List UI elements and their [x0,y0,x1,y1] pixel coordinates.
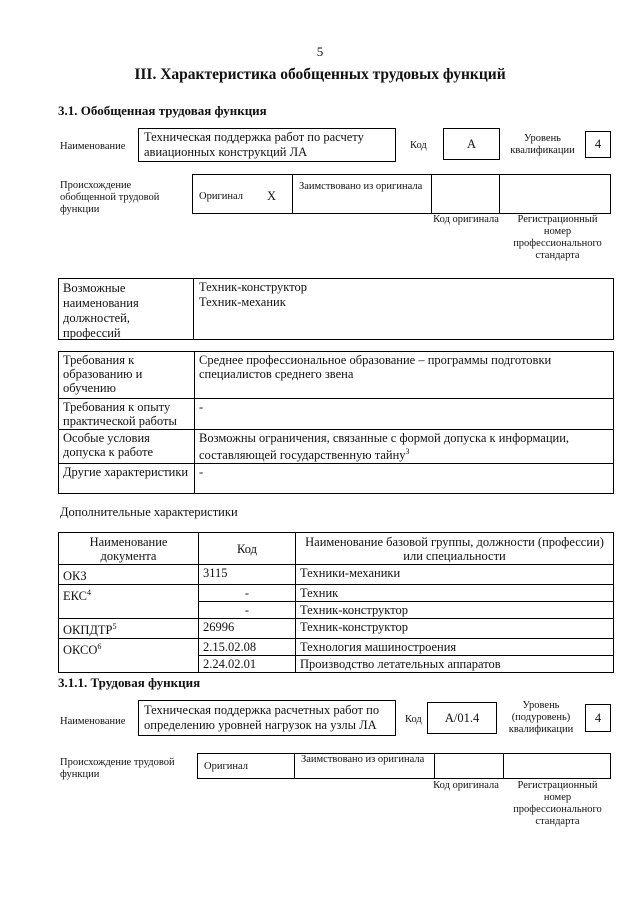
tf-level-label: Уровень (подуровень) квалификации [508,700,574,735]
req-label: Другие характеристики [59,464,195,494]
divider [499,175,500,213]
doc-cell: ОКЗ [59,565,199,585]
gtf-heading: 3.1. Обобщенная трудовая функция [58,103,267,118]
req-label: Особые условия допуска к работе [59,430,195,464]
req-label: Требования к опыту практической работы [59,399,195,430]
table-row [59,565,614,585]
name-cell: Техник [296,585,614,602]
table-row [59,464,614,494]
gtf-borrowed-label: Заимствовано из оригинала [299,181,423,192]
tf-origin-box [197,753,611,779]
name-cell: Техник-конструктор [296,619,614,639]
name-cell: Производство летательных аппаратов [296,656,614,673]
tf-code-label: Код [405,714,422,725]
divider [431,175,432,213]
table-row [59,430,614,464]
tf-borrowed-label: Заимствовано из оригинала [301,754,425,765]
tf-code-orig-caption: Код оригинала [433,780,499,791]
code-cell: 2.15.02.08 [199,639,296,656]
gtf-origin-box [192,174,611,214]
name-cell: Техники-механики [296,565,614,585]
table-row [59,585,614,602]
section-title: III. Характеристика обобщенных трудовых функций [134,66,506,83]
gtf-code-label: Код [410,140,427,151]
code-cell: 26996 [199,619,296,639]
divider [503,754,504,778]
gtf-code-orig-caption: Код оригинала [433,214,499,225]
position-2: Техник-механик [199,295,286,309]
req-value: - [195,464,614,494]
positions-label: Возможные наименования должностей, профессий [63,281,139,340]
tf-name-value: Техническая поддержка расчетных работ по определению уровней нагрузок на узлы ЛА [138,700,396,736]
positions-block [58,278,614,340]
footnote-mark: 3 [405,447,410,456]
divider [294,754,295,778]
page-number: 5 [316,44,324,59]
gtf-level-label: Уровень квалификации [510,133,575,156]
additional-heading: Дополнительные характеристики [60,505,238,519]
tf-level-value: 4 [585,704,611,732]
col-header-name: Наименование базовой группы, должности (профессии) или специальности [296,533,614,565]
name-cell: Технология машиностроения [296,639,614,656]
tf-origin-label: Происхождение трудовой функции [60,757,175,780]
gtf-name-value: Техническая поддержка работ по расчету авиационных конструкций ЛА [138,128,396,162]
code-cell: - [199,602,296,619]
gtf-original-mark: Х [267,189,277,203]
col-header-doc: Наименование документа [59,533,199,565]
req-value-text: Возможны ограничения, связанные с формой допуска к информации, составляющей государственную тайну [199,431,570,463]
doc-cell: ОКСО$^6$ [59,639,199,673]
divider [193,279,194,339]
gtf-original-label: Оригинал [199,191,243,202]
tf-original-label: Оригинал [204,761,248,772]
tf-heading: 3.1.1. Трудовая функция [58,675,201,690]
table-row [59,352,614,399]
table-header-row [59,533,614,565]
req-value: Среднее профессиональное образование – программы подготовки специалистов среднего звена [195,352,614,399]
req-value: - [195,399,614,430]
tf-reg-caption: Регистрационный номер профессионального стандарта [513,780,602,827]
tf-code-value: А/01.4 [427,702,497,734]
doc-cell: ЕКС$^4$ [59,585,199,619]
gtf-reg-caption: Регистрационный номер профессионального стандарта [513,214,602,261]
doc-cell: ОКПДТР$^5$ [59,619,199,639]
name-cell: Техник-конструктор [296,602,614,619]
col-header-code: Код [199,533,296,565]
tf-name-label: Наименование [60,716,126,727]
divider [434,754,435,778]
code-cell: - [199,585,296,602]
additional-table [58,532,614,673]
code-cell: 3115 [199,565,296,585]
code-cell: 2.24.02.01 [199,656,296,673]
gtf-code-value: А [443,128,500,160]
table-row [59,639,614,656]
gtf-name-label: Наименование [60,141,126,152]
req-label: Требования к образованию и обучению [59,352,195,399]
gtf-level-value: 4 [585,131,611,158]
divider [292,175,293,213]
gtf-origin-label: Происхождение обобщенной трудовой функции [60,180,160,215]
table-row [59,619,614,639]
table-row [59,399,614,430]
position-1: Техник-конструктор [199,280,307,294]
req-value [195,430,614,464]
requirements-table [58,351,614,494]
